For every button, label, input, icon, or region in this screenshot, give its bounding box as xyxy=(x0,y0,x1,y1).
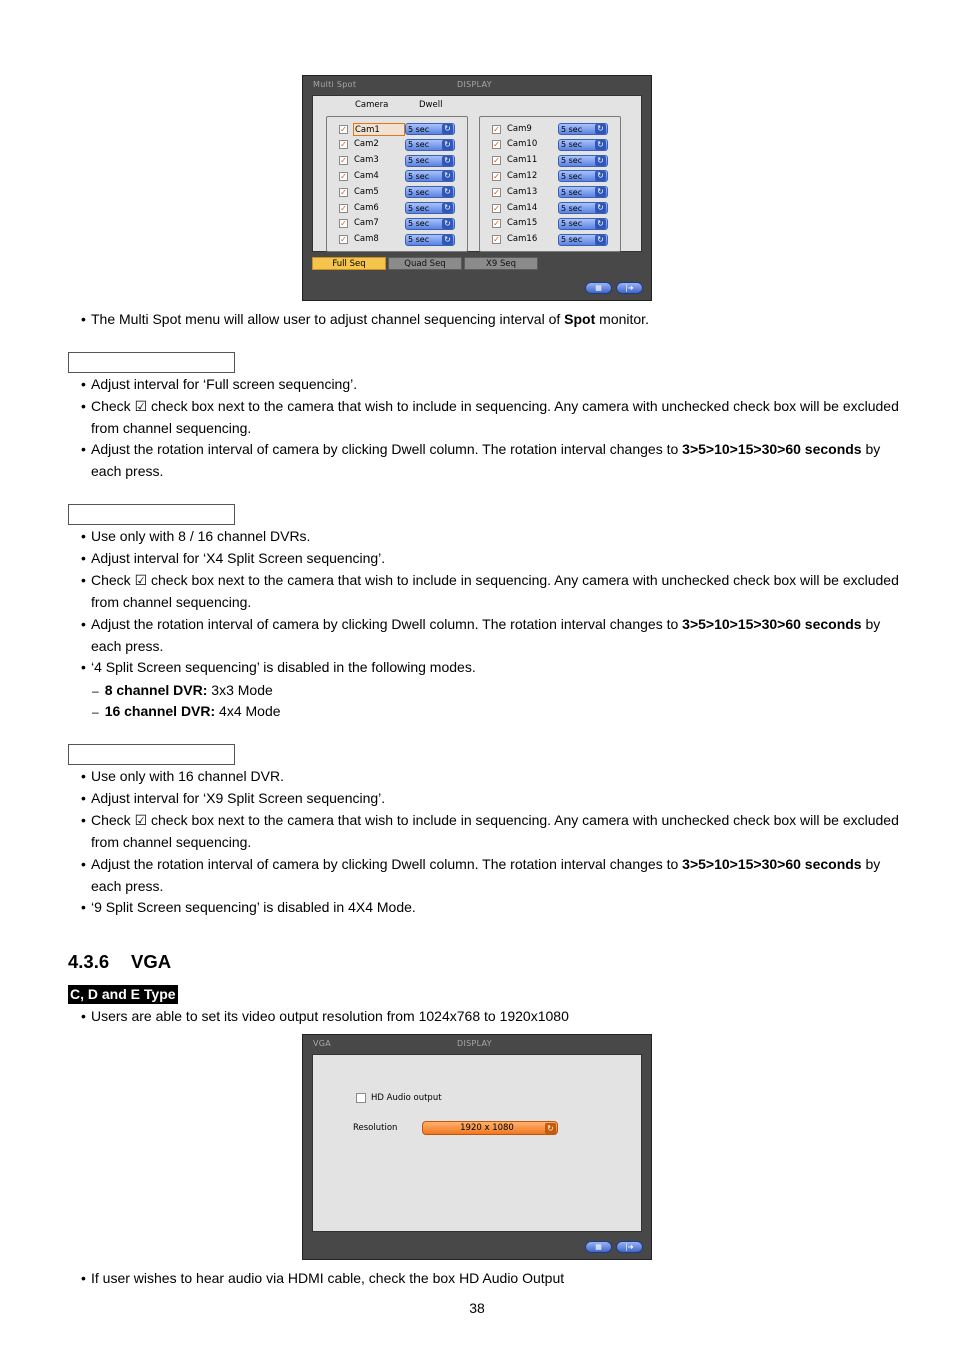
cycle-icon: ↻ xyxy=(442,171,453,181)
dwell-value: 5 sec xyxy=(561,140,583,150)
camera-checkbox[interactable]: ✓ xyxy=(340,124,347,134)
camera-checkbox[interactable]: ✓ xyxy=(493,124,500,134)
panel-footer-buttons xyxy=(585,282,643,294)
list-item: • Adjust the rotation interval of camera by clicking Dwell column. The rotation interval changes to 3>5>10>15>30>60 seconds by each press. xyxy=(81,441,881,479)
camera-group-left xyxy=(326,116,468,252)
list-item: • ‘4 Split Screen sequencing’ is disabled in the following modes. xyxy=(81,657,901,679)
dwell-selector[interactable] xyxy=(558,186,608,198)
dwell-selector[interactable] xyxy=(405,139,455,151)
list-item: • If user wishes to hear audio via HDMI cable, check the box HD Audio Output xyxy=(81,1268,901,1290)
panel-category: DISPLAY xyxy=(457,80,492,89)
save-button[interactable] xyxy=(585,282,612,294)
save-icon: ▦ xyxy=(595,283,602,292)
camera-checkbox[interactable]: ✓ xyxy=(493,203,500,213)
bullet-text: Use only with 16 channel DVR. xyxy=(91,768,284,784)
camera-name: Cam15 xyxy=(507,218,538,229)
dwell-column-header: Dwell xyxy=(419,100,443,110)
camera-row xyxy=(492,138,608,152)
camera-name: Cam3 xyxy=(354,155,379,166)
list-item: • Use only with 16 channel DVR. xyxy=(81,766,901,788)
bullet-text: Check ☑ check box next to the camera that wish to include in sequencing. Any camera with unchecked check box will be excluded from channel sequencing. xyxy=(91,398,899,436)
bullet-text: ‘9 Split Screen sequencing’ is disabled in 4X4 Mode. xyxy=(91,899,416,915)
sub-bold: 8 channel DVR: xyxy=(104,682,208,698)
bullet-text: Adjust the rotation interval of camera by clicking Dwell column. The rotation interval changes to xyxy=(91,441,683,457)
dwell-value: 5 sec xyxy=(408,203,430,213)
camera-name: Cam10 xyxy=(507,139,538,150)
dwell-selector[interactable] xyxy=(558,155,608,167)
dwell-value: 5 sec xyxy=(561,235,583,245)
camera-checkbox[interactable]: ✓ xyxy=(493,171,500,181)
sub-text: 4x4 Mode xyxy=(215,703,281,719)
dwell-selector[interactable] xyxy=(558,234,608,246)
dwell-value: 5 sec xyxy=(561,219,583,229)
bullet-text-end: by each press. xyxy=(91,616,881,654)
section-title: VGA xyxy=(131,951,172,972)
multi-spot-screenshot xyxy=(302,75,652,301)
bullet-text: Check ☑ check box next to the camera that wish to include in sequencing. Any camera with unchecked check box will be excluded from channel sequencing. xyxy=(91,812,899,850)
panel-header xyxy=(313,1039,641,1051)
camera-row xyxy=(492,169,608,183)
dwell-selector[interactable] xyxy=(405,186,455,198)
list-item: • ‘9 Split Screen sequencing’ is disabled in 4X4 Mode. xyxy=(81,897,901,919)
list-item: • Check ☑ check box next to the camera that wish to include in sequencing. Any camera with unchecked check box will be excluded from channel sequencing. xyxy=(81,570,901,614)
cycle-icon: ↻ xyxy=(442,124,453,134)
camera-row xyxy=(492,233,608,247)
save-button[interactable] xyxy=(585,1241,612,1253)
cycle-icon: ↻ xyxy=(595,140,606,150)
page-number: 38 xyxy=(469,1300,485,1316)
camera-checkbox[interactable]: ✓ xyxy=(493,219,500,229)
dwell-selector[interactable] xyxy=(405,202,455,214)
list-item: • Adjust interval for ‘X9 Split Screen sequencing’. xyxy=(81,788,901,810)
dwell-value: 5 sec xyxy=(408,171,430,181)
panel-header xyxy=(313,80,641,92)
type-badge: C, D and E Type xyxy=(70,986,176,1002)
camera-name: Cam11 xyxy=(507,155,538,166)
camera-row xyxy=(339,122,455,136)
intro-text-end: monitor. xyxy=(595,311,649,327)
camera-checkbox[interactable]: ✓ xyxy=(340,140,347,150)
dwell-selector[interactable] xyxy=(558,123,608,135)
cycle-icon: ↻ xyxy=(442,187,453,197)
hd-audio-label: HD Audio output xyxy=(371,1093,442,1103)
camera-checkbox[interactable]: ✓ xyxy=(340,187,347,197)
camera-name: Cam6 xyxy=(354,202,379,213)
cycle-icon: ↻ xyxy=(595,219,606,229)
exit-icon: |➜ xyxy=(625,1242,634,1251)
cycle-icon: ↻ xyxy=(595,124,606,134)
bullet-text: Adjust interval for ‘X9 Split Screen sequencing’. xyxy=(91,790,386,806)
dwell-selector[interactable] xyxy=(405,155,455,167)
camera-checkbox[interactable]: ✓ xyxy=(340,235,347,245)
camera-row xyxy=(492,217,608,231)
dwell-value: 5 sec xyxy=(408,235,430,245)
cycle-icon: ↻ xyxy=(442,156,453,166)
section-heading xyxy=(68,951,171,973)
bullet-text: Adjust the rotation interval of camera by clicking Dwell column. The rotation interval changes to xyxy=(91,856,683,872)
vga-screenshot xyxy=(302,1034,652,1260)
list-item: • Adjust the rotation interval of camera by clicking Dwell column. The rotation interval changes to 3>5>10>15>30>60 seconds by each press. xyxy=(81,616,881,654)
quad-seq-label-box xyxy=(68,504,235,525)
camera-name: Cam9 xyxy=(507,123,532,134)
dwell-selector[interactable] xyxy=(405,218,455,230)
sub-text: 3x3 Mode xyxy=(207,682,273,698)
full-seq-label-box xyxy=(68,352,235,373)
intro-bullet: • The Multi Spot menu will allow user to adjust channel sequencing interval of Spot monitor. xyxy=(81,311,649,327)
dwell-selector[interactable] xyxy=(558,170,608,182)
bullet-text: Adjust the rotation interval of camera by clicking Dwell column. The rotation interval changes to xyxy=(91,616,683,632)
exit-icon: |➜ xyxy=(625,283,634,292)
bullet-bold: 3>5>10>15>30>60 seconds xyxy=(682,616,862,632)
list-item: • Adjust interval for ‘Full screen sequencing’. xyxy=(81,374,901,396)
bullet-text: Check ☑ check box next to the camera that wish to include in sequencing. Any camera with unchecked check box will be excluded from channel sequencing. xyxy=(91,572,899,610)
cycle-icon: ↻ xyxy=(545,1123,556,1134)
bullet-text: Use only with 8 / 16 channel DVRs. xyxy=(91,528,311,544)
dwell-selector[interactable] xyxy=(558,139,608,151)
dwell-selector[interactable] xyxy=(405,123,455,135)
camera-name: Cam5 xyxy=(354,186,379,197)
list-item: • Users are able to set its video output resolution from 1024x768 to 1920x1080 xyxy=(81,1006,901,1028)
camera-row xyxy=(492,185,608,199)
cycle-icon: ↻ xyxy=(442,235,453,245)
camera-row xyxy=(492,201,608,215)
panel-body xyxy=(312,1054,642,1232)
camera-row xyxy=(339,201,455,215)
dwell-value: 5 sec xyxy=(408,187,430,197)
sub-list-item: – 8 channel DVR: 3x3 Mode xyxy=(92,682,273,698)
dwell-value: 5 sec xyxy=(408,156,430,166)
camera-checkbox[interactable]: ✓ xyxy=(493,235,500,245)
hd-audio-checkbox[interactable] xyxy=(356,1093,366,1103)
dwell-selector[interactable] xyxy=(405,234,455,246)
camera-name: Cam16 xyxy=(507,234,538,245)
camera-row xyxy=(339,154,455,168)
cycle-icon: ↻ xyxy=(595,203,606,213)
list-item: • Use only with 8 / 16 channel DVRs. xyxy=(81,526,901,548)
hd-audio-row xyxy=(356,1093,442,1103)
list-item: • Adjust interval for ‘X4 Split Screen sequencing’. xyxy=(81,548,901,570)
camera-checkbox[interactable]: ✓ xyxy=(340,171,347,181)
camera-group-right xyxy=(479,116,621,252)
sub-bold: 16 channel DVR: xyxy=(104,703,216,719)
camera-row xyxy=(339,185,455,199)
dwell-value: 5 sec xyxy=(408,124,430,134)
camera-name: Cam13 xyxy=(507,186,538,197)
cycle-icon: ↻ xyxy=(442,140,453,150)
cycle-icon: ↻ xyxy=(595,187,606,197)
camera-name: Cam2 xyxy=(354,139,379,150)
camera-checkbox[interactable]: ✓ xyxy=(493,140,500,150)
camera-row xyxy=(339,169,455,183)
panel-category: DISPLAY xyxy=(457,1039,492,1048)
tab-x9-seq[interactable]: X9 Seq xyxy=(464,257,538,270)
dwell-value: 5 sec xyxy=(561,187,583,197)
bullet-bold: 3>5>10>15>30>60 seconds xyxy=(682,856,862,872)
camera-checkbox[interactable]: ✓ xyxy=(493,187,500,197)
camera-row xyxy=(339,217,455,231)
list-item: • Adjust the rotation interval of camera by clicking Dwell column. The rotation interval changes to 3>5>10>15>30>60 seconds by each press. xyxy=(81,856,881,894)
bullet-text: If user wishes to hear audio via HDMI cable, check the box HD Audio Output xyxy=(91,1270,565,1286)
camera-name: Cam1 xyxy=(353,123,405,136)
intro-text: The Multi Spot menu will allow user to adjust channel sequencing interval of xyxy=(91,311,565,327)
cycle-icon: ↻ xyxy=(595,156,606,166)
bullet-text: Adjust interval for ‘X4 Split Screen sequencing’. xyxy=(91,550,386,566)
dwell-selector[interactable] xyxy=(405,170,455,182)
camera-row xyxy=(492,122,608,136)
resolution-label: Resolution xyxy=(353,1123,398,1133)
cycle-icon: ↻ xyxy=(595,171,606,181)
camera-checkbox[interactable]: ✓ xyxy=(340,203,347,213)
dwell-value: 5 sec xyxy=(408,219,430,229)
camera-name: Cam4 xyxy=(354,170,379,181)
panel-footer-buttons xyxy=(585,1241,643,1253)
camera-row xyxy=(492,154,608,168)
list-item: • Check ☑ check box next to the camera that wish to include in sequencing. Any camera with unchecked check box will be excluded from channel sequencing. xyxy=(81,810,901,854)
exit-button[interactable] xyxy=(616,282,643,294)
cycle-icon: ↻ xyxy=(442,219,453,229)
bullet-text: ‘4 Split Screen sequencing’ is disabled in the following modes. xyxy=(91,659,476,675)
camera-column-header: Camera xyxy=(355,100,389,110)
section-number: 4.3.6 xyxy=(68,951,110,972)
dwell-value: 5 sec xyxy=(408,140,430,150)
panel-title: VGA xyxy=(313,1039,332,1048)
bullet-text: Adjust interval for ‘Full screen sequencing’. xyxy=(91,376,358,392)
resolution-dropdown[interactable] xyxy=(422,1121,558,1135)
bullet-text-end: by each press. xyxy=(91,856,881,894)
sub-list-item: – 16 channel DVR: 4x4 Mode xyxy=(92,703,281,719)
dwell-selector[interactable] xyxy=(558,202,608,214)
dwell-selector[interactable] xyxy=(558,218,608,230)
dwell-value: 5 sec xyxy=(561,171,583,181)
cycle-icon: ↻ xyxy=(595,235,606,245)
resolution-value: 1920 x 1080 xyxy=(460,1123,514,1133)
bullet-text: Users are able to set its video output resolution from 1024x768 to 1920x1080 xyxy=(91,1008,569,1024)
camera-row xyxy=(339,233,455,247)
camera-checkbox[interactable]: ✓ xyxy=(340,156,347,166)
panel-body xyxy=(312,95,642,252)
camera-name: Cam7 xyxy=(354,218,379,229)
sequence-tabs xyxy=(312,257,538,270)
dwell-value: 5 sec xyxy=(561,203,583,213)
save-icon: ▦ xyxy=(595,1242,602,1251)
exit-button[interactable] xyxy=(616,1241,643,1253)
camera-name: Cam8 xyxy=(354,234,379,245)
dwell-value: 5 sec xyxy=(561,156,583,166)
panel-title: Multi Spot xyxy=(313,80,357,89)
list-item: • Check ☑ check box next to the camera that wish to include in sequencing. Any camera with unchecked check box will be excluded from channel sequencing. xyxy=(81,396,901,440)
camera-name: Cam12 xyxy=(507,170,538,181)
dwell-value: 5 sec xyxy=(561,124,583,134)
intro-bold: Spot xyxy=(564,311,596,327)
tab-quad-seq[interactable]: Quad Seq xyxy=(388,257,462,270)
camera-checkbox[interactable]: ✓ xyxy=(340,219,347,229)
camera-name: Cam14 xyxy=(507,202,538,213)
camera-checkbox[interactable]: ✓ xyxy=(493,156,500,166)
x9-seq-label-box xyxy=(68,744,235,765)
cycle-icon: ↻ xyxy=(442,203,453,213)
camera-row xyxy=(339,138,455,152)
bullet-bold: 3>5>10>15>30>60 seconds xyxy=(682,441,862,457)
tab-full-seq[interactable]: Full Seq xyxy=(312,257,386,270)
bullet-text-end: by each press. xyxy=(91,441,881,479)
